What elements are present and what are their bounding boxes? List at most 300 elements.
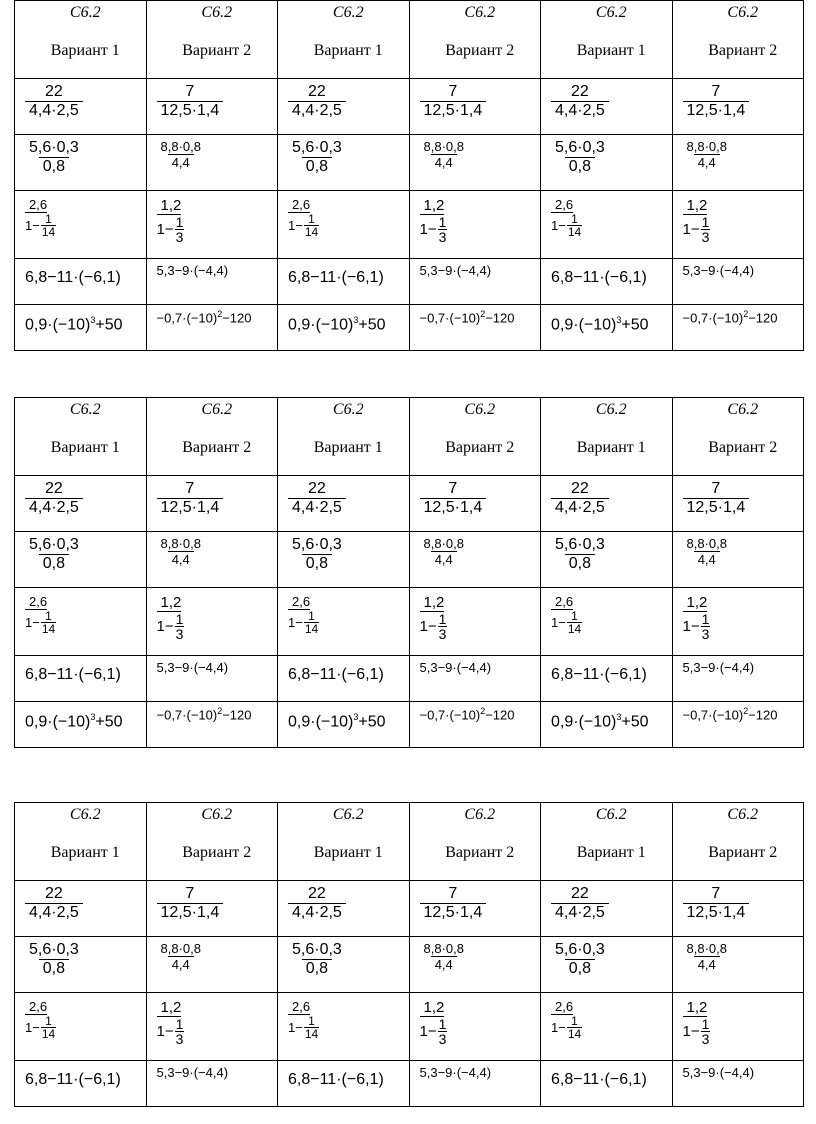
complex-fraction bbox=[288, 594, 319, 635]
inner-denominator: 3 bbox=[701, 229, 710, 245]
inner-denominator: 3 bbox=[175, 229, 184, 245]
complex-fraction bbox=[420, 197, 448, 244]
numerator: 8,8·0,8 bbox=[686, 536, 727, 551]
exponent: 3 bbox=[353, 315, 359, 325]
denominator: 12,5·1,4 bbox=[157, 498, 224, 517]
numerator: 2,6 bbox=[551, 197, 573, 213]
numerator: 22 bbox=[571, 83, 589, 100]
one-minus: 1− bbox=[156, 1023, 174, 1040]
numerator: 5,6·0,3 bbox=[555, 536, 605, 553]
base-part: 0,9·(−10) bbox=[25, 713, 91, 731]
inner-denominator: 14 bbox=[567, 225, 582, 239]
expression-cell bbox=[409, 937, 541, 993]
expression-cell bbox=[541, 532, 673, 588]
tail-part: +50 bbox=[621, 713, 649, 731]
header-cell-variant1 bbox=[541, 1, 673, 79]
variant-label: Вариант 1 bbox=[50, 844, 120, 861]
numerator: 7 bbox=[711, 480, 721, 497]
denominator bbox=[288, 610, 319, 635]
numerator: 2,6 bbox=[288, 197, 310, 213]
fraction bbox=[288, 941, 346, 978]
numerator: 8,8·0,8 bbox=[686, 941, 727, 956]
expression-cell bbox=[278, 993, 410, 1061]
inner-fraction bbox=[438, 215, 448, 244]
numerator: 2,6 bbox=[25, 999, 47, 1015]
variant-label: Вариант 2 bbox=[708, 439, 778, 456]
expression-row-5 bbox=[15, 305, 804, 351]
expression-line: 5,3−9·(−4,4) bbox=[156, 1065, 229, 1080]
numerator: 5,6·0,3 bbox=[29, 139, 79, 156]
inner-fraction bbox=[438, 612, 448, 641]
denominator bbox=[551, 213, 582, 238]
inner-denominator: 14 bbox=[567, 622, 582, 636]
expression-cell bbox=[278, 588, 410, 656]
inner-denominator: 14 bbox=[304, 225, 319, 239]
inner-denominator: 14 bbox=[567, 1027, 582, 1041]
tail-part: −120 bbox=[485, 310, 515, 326]
tail-part: −120 bbox=[222, 707, 252, 723]
expression-cell bbox=[541, 191, 673, 259]
denominator: 4,4·2,5 bbox=[288, 101, 346, 120]
expression-cell bbox=[15, 135, 147, 191]
fraction bbox=[420, 480, 487, 517]
denominator bbox=[420, 215, 448, 244]
expression-cell bbox=[15, 305, 147, 351]
one-minus: 1− bbox=[25, 615, 40, 630]
expression-cell bbox=[146, 476, 278, 532]
base-part: 0,9·(−10) bbox=[288, 713, 354, 731]
numerator: 7 bbox=[185, 480, 195, 497]
tail-part: +50 bbox=[95, 316, 123, 334]
expression-row-4 bbox=[15, 1061, 804, 1107]
header-cell-variant1 bbox=[15, 398, 147, 476]
variant-label: Вариант 2 bbox=[182, 844, 252, 861]
numerator: 22 bbox=[308, 885, 326, 902]
inner-fraction bbox=[701, 215, 711, 244]
fraction bbox=[25, 480, 83, 517]
expression-line: 5,3−9·(−4,4) bbox=[682, 660, 755, 675]
task-code: С6.2 bbox=[69, 806, 101, 823]
denominator: 0,8 bbox=[302, 554, 332, 573]
numerator: 7 bbox=[711, 83, 721, 100]
one-minus: 1− bbox=[682, 1023, 700, 1040]
task-code: С6.2 bbox=[201, 401, 233, 418]
expression-cell bbox=[541, 1061, 673, 1107]
fraction bbox=[551, 139, 609, 176]
expression-cell bbox=[146, 305, 278, 351]
fraction bbox=[683, 941, 731, 972]
expression-line: 5,3−9·(−4,4) bbox=[419, 263, 492, 278]
denominator: 4,4 bbox=[168, 956, 194, 972]
numerator: 22 bbox=[308, 480, 326, 497]
denominator: 12,5·1,4 bbox=[157, 101, 224, 120]
expression-cell bbox=[672, 305, 804, 351]
power-expression bbox=[420, 309, 541, 325]
denominator: 4,4 bbox=[694, 956, 720, 972]
expression-cell bbox=[15, 79, 147, 135]
inner-numerator: 1 bbox=[308, 1014, 315, 1028]
numerator: 2,6 bbox=[288, 999, 310, 1015]
fraction bbox=[157, 139, 205, 170]
one-minus: 1− bbox=[551, 218, 566, 233]
fraction bbox=[157, 536, 205, 567]
inner-numerator: 1 bbox=[45, 609, 52, 623]
power-expression bbox=[157, 706, 278, 722]
expression-cell bbox=[278, 702, 410, 748]
inner-fraction bbox=[701, 612, 711, 641]
numerator: 5,6·0,3 bbox=[555, 941, 605, 958]
expression-cell bbox=[672, 1061, 804, 1107]
fraction bbox=[683, 139, 731, 170]
inner-denominator: 3 bbox=[175, 626, 184, 642]
fraction bbox=[420, 536, 468, 567]
variant-label: Вариант 2 bbox=[445, 844, 515, 861]
expression-cell bbox=[146, 191, 278, 259]
complex-fraction bbox=[683, 594, 711, 641]
variant-label: Вариант 1 bbox=[50, 42, 120, 59]
fraction bbox=[683, 83, 750, 120]
variant-label: Вариант 2 bbox=[445, 42, 515, 59]
expression-cell bbox=[672, 881, 804, 937]
numerator: 5,6·0,3 bbox=[29, 941, 79, 958]
task-code: С6.2 bbox=[595, 806, 627, 823]
inner-denominator: 14 bbox=[41, 622, 56, 636]
inner-fraction bbox=[567, 213, 582, 238]
expression-cell bbox=[278, 532, 410, 588]
expression-cell bbox=[672, 191, 804, 259]
header-cell-variant1 bbox=[278, 1, 410, 79]
inner-denominator: 3 bbox=[175, 1031, 184, 1047]
numerator: 1,2 bbox=[683, 594, 708, 612]
header-cell-variant1 bbox=[278, 398, 410, 476]
denominator: 0,8 bbox=[39, 157, 69, 176]
header-cell-variant1 bbox=[278, 803, 410, 881]
fraction bbox=[25, 885, 83, 922]
denominator bbox=[25, 610, 56, 635]
variant-label: Вариант 1 bbox=[313, 439, 383, 456]
numerator: 5,6·0,3 bbox=[292, 139, 342, 156]
task-code: С6.2 bbox=[595, 4, 627, 21]
complex-fraction bbox=[420, 594, 448, 641]
inner-denominator: 3 bbox=[701, 626, 710, 642]
denominator: 4,4 bbox=[431, 551, 457, 567]
denominator bbox=[683, 612, 711, 641]
header-row bbox=[15, 398, 804, 476]
base-part: −0,7·(−10) bbox=[682, 310, 744, 326]
denominator bbox=[25, 1015, 56, 1040]
numerator: 1,2 bbox=[683, 197, 708, 215]
task-code: С6.2 bbox=[595, 401, 627, 418]
denominator bbox=[25, 213, 56, 238]
numerator: 5,6·0,3 bbox=[29, 536, 79, 553]
tail-part: +50 bbox=[95, 713, 123, 731]
expression-cell bbox=[15, 259, 147, 305]
denominator: 0,8 bbox=[565, 157, 595, 176]
expression-cell bbox=[409, 476, 541, 532]
denominator bbox=[157, 1017, 185, 1046]
tail-part: −120 bbox=[748, 707, 778, 723]
inner-numerator: 1 bbox=[308, 212, 315, 226]
expression-row-3 bbox=[15, 191, 804, 259]
denominator: 0,8 bbox=[565, 554, 595, 573]
numerator: 1,2 bbox=[420, 999, 445, 1017]
expression-cell bbox=[15, 476, 147, 532]
expression-cell bbox=[409, 79, 541, 135]
exponent: 3 bbox=[90, 315, 96, 325]
complex-fraction bbox=[683, 999, 711, 1046]
inner-fraction bbox=[304, 213, 319, 238]
power-expression bbox=[683, 706, 804, 722]
expression-cell bbox=[278, 937, 410, 993]
denominator bbox=[420, 612, 448, 641]
inner-numerator: 1 bbox=[175, 1016, 184, 1032]
denominator: 0,8 bbox=[39, 554, 69, 573]
numerator: 2,6 bbox=[551, 999, 573, 1015]
complex-fraction bbox=[25, 594, 56, 635]
inner-numerator: 1 bbox=[175, 214, 184, 230]
complex-fraction bbox=[683, 197, 711, 244]
task-card bbox=[14, 802, 804, 1107]
fraction bbox=[157, 941, 205, 972]
expression-cell bbox=[278, 881, 410, 937]
power-expression bbox=[420, 706, 541, 722]
numerator: 5,6·0,3 bbox=[555, 139, 605, 156]
variant-label: Вариант 2 bbox=[445, 439, 515, 456]
denominator: 4,4 bbox=[694, 551, 720, 567]
expression-cell bbox=[672, 135, 804, 191]
expression-row-1 bbox=[15, 881, 804, 937]
numerator: 1,2 bbox=[420, 197, 445, 215]
fraction bbox=[25, 536, 83, 573]
expression-row-1 bbox=[15, 476, 804, 532]
variant-label: Вариант 2 bbox=[708, 42, 778, 59]
denominator: 4,4 bbox=[168, 154, 194, 170]
numerator: 7 bbox=[448, 885, 458, 902]
expression-line: 6,8−11·(−6,1) bbox=[551, 666, 647, 683]
numerator: 1,2 bbox=[683, 999, 708, 1017]
inner-numerator: 1 bbox=[701, 214, 710, 230]
expression-cell bbox=[409, 135, 541, 191]
one-minus: 1− bbox=[156, 221, 174, 238]
denominator bbox=[683, 215, 711, 244]
denominator bbox=[157, 215, 185, 244]
expression-cell bbox=[541, 702, 673, 748]
one-minus: 1− bbox=[419, 221, 437, 238]
inner-fraction bbox=[438, 1017, 448, 1046]
expression-cell bbox=[672, 937, 804, 993]
expression-cell bbox=[409, 702, 541, 748]
numerator: 22 bbox=[308, 83, 326, 100]
inner-fraction bbox=[567, 610, 582, 635]
expression-cell bbox=[15, 881, 147, 937]
inner-fraction bbox=[701, 1017, 711, 1046]
expression-cell bbox=[278, 476, 410, 532]
tail-part: +50 bbox=[358, 713, 386, 731]
denominator: 4,4 bbox=[168, 551, 194, 567]
expression-line: 6,8−11·(−6,1) bbox=[288, 1071, 384, 1088]
expression-cell bbox=[278, 656, 410, 702]
denominator: 12,5·1,4 bbox=[683, 101, 750, 120]
expression-cell bbox=[409, 588, 541, 656]
header-cell-variant2 bbox=[672, 1, 804, 79]
one-minus: 1− bbox=[288, 218, 303, 233]
base-part: 0,9·(−10) bbox=[551, 316, 617, 334]
denominator: 12,5·1,4 bbox=[420, 101, 487, 120]
base-part: −0,7·(−10) bbox=[156, 707, 218, 723]
numerator: 7 bbox=[448, 480, 458, 497]
denominator bbox=[551, 1015, 582, 1040]
expression-cell bbox=[146, 135, 278, 191]
denominator: 4,4 bbox=[694, 154, 720, 170]
numerator: 2,6 bbox=[551, 594, 573, 610]
power-expression bbox=[25, 712, 146, 731]
tail-part: +50 bbox=[358, 316, 386, 334]
expression-row-3 bbox=[15, 588, 804, 656]
task-code: С6.2 bbox=[727, 401, 759, 418]
denominator: 4,4 bbox=[431, 956, 457, 972]
expression-line: 6,8−11·(−6,1) bbox=[551, 1071, 647, 1088]
expression-cell bbox=[541, 476, 673, 532]
header-cell-variant1 bbox=[15, 1, 147, 79]
fraction bbox=[683, 885, 750, 922]
denominator: 12,5·1,4 bbox=[420, 498, 487, 517]
expression-line: 6,8−11·(−6,1) bbox=[25, 269, 121, 286]
expression-cell bbox=[15, 937, 147, 993]
fraction bbox=[288, 139, 346, 176]
expression-cell bbox=[409, 656, 541, 702]
inner-numerator: 1 bbox=[701, 1016, 710, 1032]
expression-line: 5,3−9·(−4,4) bbox=[419, 1065, 492, 1080]
numerator: 8,8·0,8 bbox=[160, 941, 201, 956]
numerator: 22 bbox=[45, 480, 63, 497]
expression-row-1 bbox=[15, 79, 804, 135]
inner-fraction bbox=[175, 612, 185, 641]
expression-cell bbox=[409, 191, 541, 259]
header-cell-variant2 bbox=[672, 398, 804, 476]
numerator: 8,8·0,8 bbox=[423, 941, 464, 956]
expression-cell bbox=[278, 135, 410, 191]
exponent: 3 bbox=[353, 712, 359, 722]
expression-row-2 bbox=[15, 135, 804, 191]
inner-numerator: 1 bbox=[438, 214, 447, 230]
expression-line: 5,3−9·(−4,4) bbox=[156, 263, 229, 278]
expression-cell bbox=[278, 79, 410, 135]
expression-cell bbox=[541, 79, 673, 135]
exponent: 2 bbox=[480, 309, 486, 319]
expression-line: 6,8−11·(−6,1) bbox=[551, 269, 647, 286]
task-code: С6.2 bbox=[332, 806, 364, 823]
expression-cell bbox=[541, 135, 673, 191]
exponent: 3 bbox=[90, 712, 96, 722]
denominator: 12,5·1,4 bbox=[157, 903, 224, 922]
fraction bbox=[551, 480, 609, 517]
fraction bbox=[551, 83, 609, 120]
numerator: 22 bbox=[571, 480, 589, 497]
expression-cell bbox=[146, 993, 278, 1061]
task-card bbox=[14, 0, 804, 351]
one-minus: 1− bbox=[551, 1020, 566, 1035]
fraction bbox=[420, 83, 487, 120]
denominator bbox=[683, 1017, 711, 1046]
denominator bbox=[157, 612, 185, 641]
expression-cell bbox=[409, 305, 541, 351]
complex-fraction bbox=[288, 197, 319, 238]
header-cell-variant1 bbox=[15, 803, 147, 881]
expression-line: 6,8−11·(−6,1) bbox=[288, 269, 384, 286]
header-row bbox=[15, 803, 804, 881]
numerator: 1,2 bbox=[420, 594, 445, 612]
tail-part: −120 bbox=[222, 310, 252, 326]
denominator: 12,5·1,4 bbox=[683, 498, 750, 517]
exponent: 3 bbox=[616, 712, 622, 722]
inner-numerator: 1 bbox=[45, 1014, 52, 1028]
one-minus: 1− bbox=[156, 618, 174, 635]
complex-fraction bbox=[157, 594, 185, 641]
task-code: С6.2 bbox=[464, 401, 496, 418]
expression-cell bbox=[409, 532, 541, 588]
complex-fraction bbox=[288, 999, 319, 1040]
expression-cell bbox=[541, 656, 673, 702]
variant-label: Вариант 1 bbox=[313, 844, 383, 861]
denominator: 0,8 bbox=[302, 157, 332, 176]
variant-label: Вариант 2 bbox=[708, 844, 778, 861]
inner-numerator: 1 bbox=[308, 609, 315, 623]
fraction bbox=[288, 885, 346, 922]
expression-row-5 bbox=[15, 702, 804, 748]
expression-line: 5,3−9·(−4,4) bbox=[156, 660, 229, 675]
one-minus: 1− bbox=[419, 618, 437, 635]
inner-denominator: 14 bbox=[304, 1027, 319, 1041]
complex-fraction bbox=[551, 999, 582, 1040]
base-part: −0,7·(−10) bbox=[419, 310, 481, 326]
inner-denominator: 14 bbox=[304, 622, 319, 636]
variant-label: Вариант 2 bbox=[182, 42, 252, 59]
tail-part: −120 bbox=[748, 310, 778, 326]
complex-fraction bbox=[551, 197, 582, 238]
expression-cell bbox=[146, 259, 278, 305]
expression-cell bbox=[672, 993, 804, 1061]
expression-cell bbox=[672, 702, 804, 748]
numerator: 22 bbox=[45, 83, 63, 100]
expression-line: 6,8−11·(−6,1) bbox=[25, 666, 121, 683]
fraction bbox=[157, 83, 224, 120]
inner-fraction bbox=[304, 610, 319, 635]
expression-cell bbox=[278, 305, 410, 351]
numerator: 2,6 bbox=[288, 594, 310, 610]
expression-cell bbox=[15, 702, 147, 748]
numerator: 2,6 bbox=[25, 594, 47, 610]
expression-line: 5,3−9·(−4,4) bbox=[419, 660, 492, 675]
tail-part: +50 bbox=[621, 316, 649, 334]
denominator: 4,4·2,5 bbox=[25, 101, 83, 120]
header-cell-variant2 bbox=[409, 1, 541, 79]
denominator: 4,4·2,5 bbox=[551, 498, 609, 517]
expression-line: 6,8−11·(−6,1) bbox=[25, 1071, 121, 1088]
fraction bbox=[25, 83, 83, 120]
denominator: 4,4·2,5 bbox=[25, 498, 83, 517]
expression-cell bbox=[409, 993, 541, 1061]
inner-numerator: 1 bbox=[438, 1016, 447, 1032]
task-code: С6.2 bbox=[727, 4, 759, 21]
exponent: 2 bbox=[217, 309, 223, 319]
power-expression bbox=[25, 315, 146, 334]
base-part: 0,9·(−10) bbox=[288, 316, 354, 334]
expression-cell bbox=[146, 656, 278, 702]
denominator bbox=[420, 1017, 448, 1046]
inner-fraction bbox=[304, 1015, 319, 1040]
numerator: 2,6 bbox=[25, 197, 47, 213]
header-cell-variant2 bbox=[146, 398, 278, 476]
